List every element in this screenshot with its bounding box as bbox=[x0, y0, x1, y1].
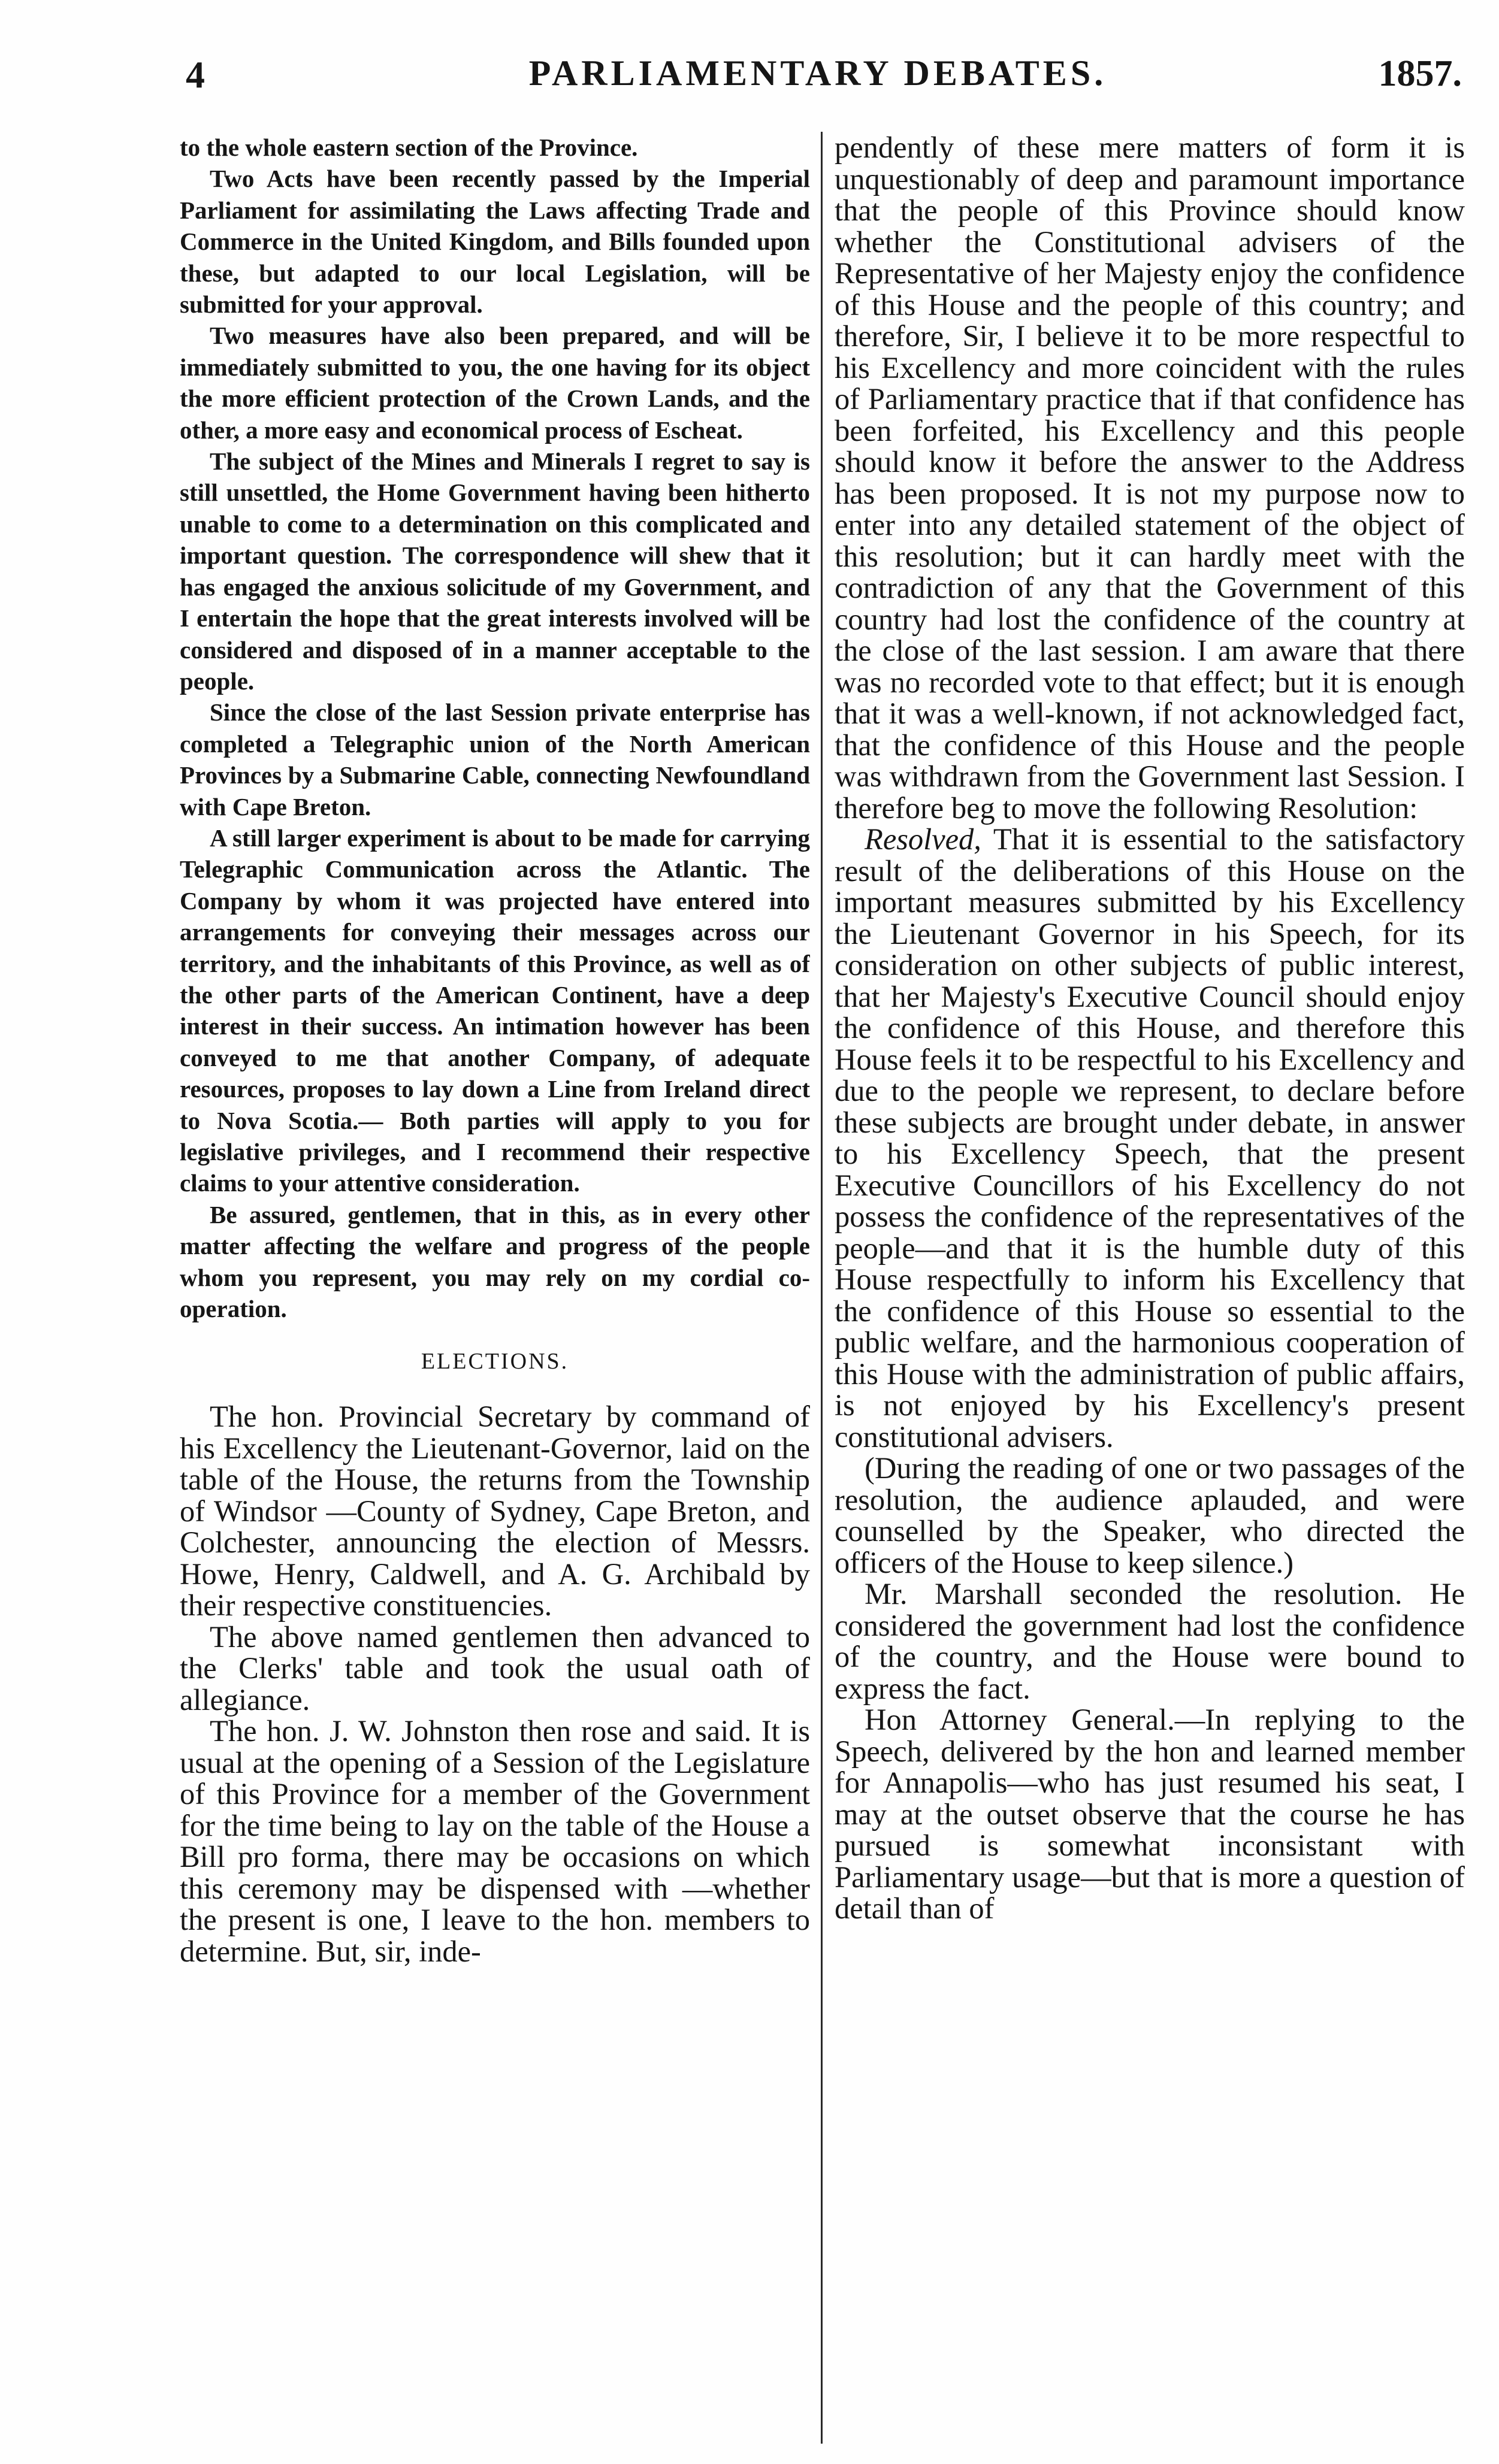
page-number: 4 bbox=[186, 53, 205, 96]
running-title: PARLIAMENTARY DEBATES. bbox=[528, 53, 1107, 93]
speech-paragraph: Two measures have also been prepared, and will be immediately submitted to you, the one having for its object the more efficient protection of the Crown Lands, and the other, a more easy and economical process of Escheat. bbox=[180, 322, 810, 444]
speech-paragraph: The subject of the Mines and Minerals I regret to say is still unsettled, the Home Government having been hitherto unable to come to a determination on this complicated and important question. The correspondence will shew that it has engaged the anxious solicitude of my Government, and I entertain the hope that the great interests involved will be considered and disposed of in a manner acceptable to the people. bbox=[180, 447, 810, 695]
right-column bbox=[835, 132, 1465, 2444]
debate-continuation bbox=[835, 132, 1465, 1924]
elections-paragraph: The hon. Provincial Secretary by command of his Excellency the Lieutenant-Governor, laid on the table of the House, the returns from the Township of Windsor —County of Sydney, Cape Breton, and Colchester, announcing the election of Messrs. Howe, Henry, Caldwell, and A. G. Archibald by their respective constituencies. bbox=[180, 1400, 810, 1623]
resolution-text: That it is essential to the satisfactory result of the deliberations of this House on the important measures submitted by his Excellency the Lieutenant Governor in his Speech, for its consideration on other subjects of public interest, that her Majesty's Executive Council should enjoy the confidence of this House, and therefore this House feels it to be respectful to his Excellency and due to the people we represent, to declare before these subjects are brought under debate, in answer to his Excellency Speech, that the present Executive Councillors of his Excellency do not possess the confidence of the representatives of the people—and that it is the humble duty of this House respectfully to inform his Excellency that the confidence of this House so essential to the public welfare, and the harmonious cooperation of this House with the administration of public affairs, is not enjoyed by his Excellency's present constitutional advisers. bbox=[835, 822, 1465, 1454]
elections-paragraph: The above named gentlemen then advanced to the Clerks' table and took the usual oath of allegiance. bbox=[180, 1620, 810, 1717]
speech-paragraph: Be assured, gentlemen, that in this, as in every other matter affecting the welfare and progress of the people whom you represent, you may rely on my cordial co-operation. bbox=[180, 1200, 810, 1323]
header-year: 1857. bbox=[1378, 53, 1462, 94]
elections-section bbox=[180, 1401, 810, 1967]
resolution-label: Resolved, bbox=[865, 822, 981, 856]
elections-paragraph: The hon. J. W. Johnston then rose and said. It is usual at the opening of a Session of the Legislature of this Province for a member of the Government for the time being to lay on the table of the House a Bill pro forma, there may be occasions on which this ceremony may be dispensed with —whether the present is one, I leave to the hon. members to determine. But, sir, inde- bbox=[180, 1714, 810, 1968]
speech-paragraph: Two Acts have been recently passed by the Imperial Parliament for assimilating the Laws affecting Trade and Commerce in the United Kingdom, and Bills founded upon these, but adapted to our local Legislation, will be submitted for your approval. bbox=[180, 165, 810, 319]
left-column bbox=[180, 132, 810, 2444]
section-title-elections: ELECTIONS. bbox=[421, 1349, 569, 1375]
column-divider bbox=[821, 132, 823, 2444]
page-header bbox=[174, 53, 1462, 107]
debate-paragraph: (During the reading of one or two passages of the resolution, the audience aplauded, and were counselled by the Speaker, who directed the officers of the House to keep silence.) bbox=[835, 1451, 1465, 1579]
governor-speech-continuation bbox=[180, 132, 810, 1324]
speech-paragraph: Since the close of the last Session private enterprise has completed a Telegraphic union of the North American Provinces by a Submarine Cable, connecting Newfoundland with Cape Breton. bbox=[180, 698, 810, 821]
resolution-paragraph bbox=[835, 824, 1465, 1452]
speech-paragraph: A still larger experiment is about to be made for carrying Telegraphic Communication across the Atlantic. The Company by whom it was projected have entered into arrangements for conveying their messages across our territory, and the inhabitants of this Province, as well as of the other parts of the American Continent, have a deep interest in their success. An intimation however has been conveyed to me that another Company, of adequate resources, proposes to lay down a Line from Ireland direct to Nova Scotia.— Both parties will apply to you for legislative privileges, and I recommend their respective claims to your attentive consideration. bbox=[180, 824, 810, 1197]
debate-paragraph: Mr. Marshall seconded the resolution. He considered the government had lost the confidence of the country, and the House were bound to express the fact. bbox=[835, 1577, 1465, 1705]
speech-paragraph: to the whole eastern section of the Province. bbox=[180, 134, 638, 161]
debate-paragraph: pendently of these mere matters of form it is unquestionably of deep and paramount importance that the people of this Province should know whether the Constitutional advisers of the Representative of her Majesty enjoy the confidence of this House and the people of this country; and therefore, Sir, I believe it to be more respectful to his Excellency and more coincident with the rules of Parliamentary practice that if that confidence has been forfeited, his Excellency and this people should know it before the answer to the Address has been proposed. It is not my purpose now to enter into any detailed statement of the object of this resolution; but it can hardly meet with the contradiction of any that the Government of this country had lost the confidence of the country at the close of the last session. I am aware that there was no recorded vote to that effect; but it is enough that it was a well-known, if not acknowledged fact, that the confidence of this House and the people was withdrawn from the Government last Session. I therefore beg to move the following Resolution: bbox=[835, 132, 1465, 825]
debate-paragraph: Hon Attorney General.—In replying to the Speech, delivered by the hon and learned member for Annapolis—who has just resumed his seat, I may at the outset observe that the course he has pursued is somewhat inconsistant with Parliamentary usage—but that is more a question of detail than of bbox=[835, 1703, 1465, 1925]
